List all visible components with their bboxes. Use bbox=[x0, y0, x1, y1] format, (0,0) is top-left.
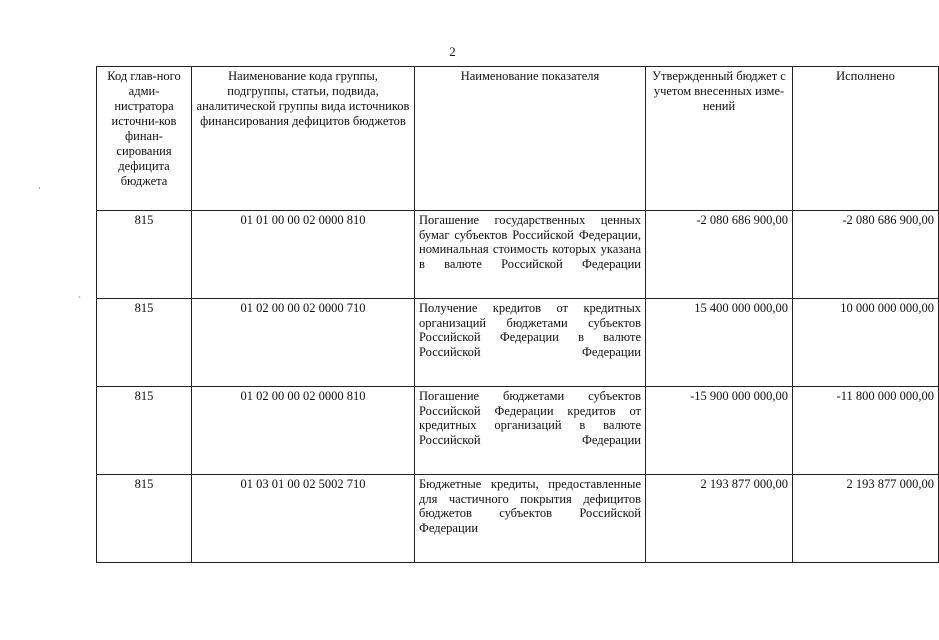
approved-amount-cell: 15 400 000 000,00 bbox=[646, 299, 793, 387]
approved-amount-cell: -15 900 000 000,00 bbox=[646, 387, 793, 475]
executed-amount-cell: 2 193 877 000,00 bbox=[793, 475, 939, 563]
group-code-cell: 01 02 00 00 02 0000 810 bbox=[192, 387, 415, 475]
header-approved-budget: Утвержденный бюджет с учетом внесенных изме-нений bbox=[646, 67, 793, 211]
table-row bbox=[97, 211, 939, 299]
admin-code-cell: 815 bbox=[97, 299, 192, 387]
scan-speck: · bbox=[38, 183, 41, 193]
table-row bbox=[97, 387, 939, 475]
executed-amount-cell: -2 080 686 900,00 bbox=[793, 211, 939, 299]
header-group-code: Наименование кода группы, подгруппы, статьи, подвида, аналитической группы вида источников финансирования дефицитов бюджетов bbox=[192, 67, 415, 211]
group-code-cell: 01 02 00 00 02 0000 710 bbox=[192, 299, 415, 387]
table-row bbox=[97, 299, 939, 387]
page-number: 2 bbox=[449, 44, 456, 59]
admin-code-cell: 815 bbox=[97, 387, 192, 475]
admin-code-cell: 815 bbox=[97, 211, 192, 299]
financing-sources-table bbox=[96, 66, 939, 563]
table-header-row bbox=[97, 67, 939, 211]
approved-amount-cell: 2 193 877 000,00 bbox=[646, 475, 793, 563]
scan-speck: ˎ bbox=[78, 288, 81, 298]
admin-code-cell: 815 bbox=[97, 475, 192, 563]
indicator-name-cell: Получение кредитов от кредитных организаций бюджетами субъектов Российской Федерации в валюте Российской Федерации bbox=[415, 299, 646, 387]
approved-amount-cell: -2 080 686 900,00 bbox=[646, 211, 793, 299]
indicator-name-cell: Погашение государственных ценных бумаг субъектов Российской Федерации, номинальная стоимость которых указана в валюте Российской Федерации bbox=[415, 211, 646, 299]
header-executed: Исполнено bbox=[793, 67, 939, 211]
group-code-cell: 01 01 00 00 02 0000 810 bbox=[192, 211, 415, 299]
header-indicator-name: Наименование показателя bbox=[415, 67, 646, 211]
table-row bbox=[97, 475, 939, 563]
indicator-name-cell: Погашение бюджетами субъектов Российской Федерации кредитов от кредитных организаций в валюте Российской Федерации bbox=[415, 387, 646, 475]
group-code-cell: 01 03 01 00 02 5002 710 bbox=[192, 475, 415, 563]
executed-amount-cell: -11 800 000 000,00 bbox=[793, 387, 939, 475]
indicator-name-cell: Бюджетные кредиты, предоставленные для частичного покрытия дефицитов бюджетов субъектов Российской Федерации bbox=[415, 475, 646, 563]
executed-amount-cell: 10 000 000 000,00 bbox=[793, 299, 939, 387]
header-admin-code: Код глав-ного адми-нистратора источни-ков финан-сирования дефицита бюджета bbox=[97, 67, 192, 211]
